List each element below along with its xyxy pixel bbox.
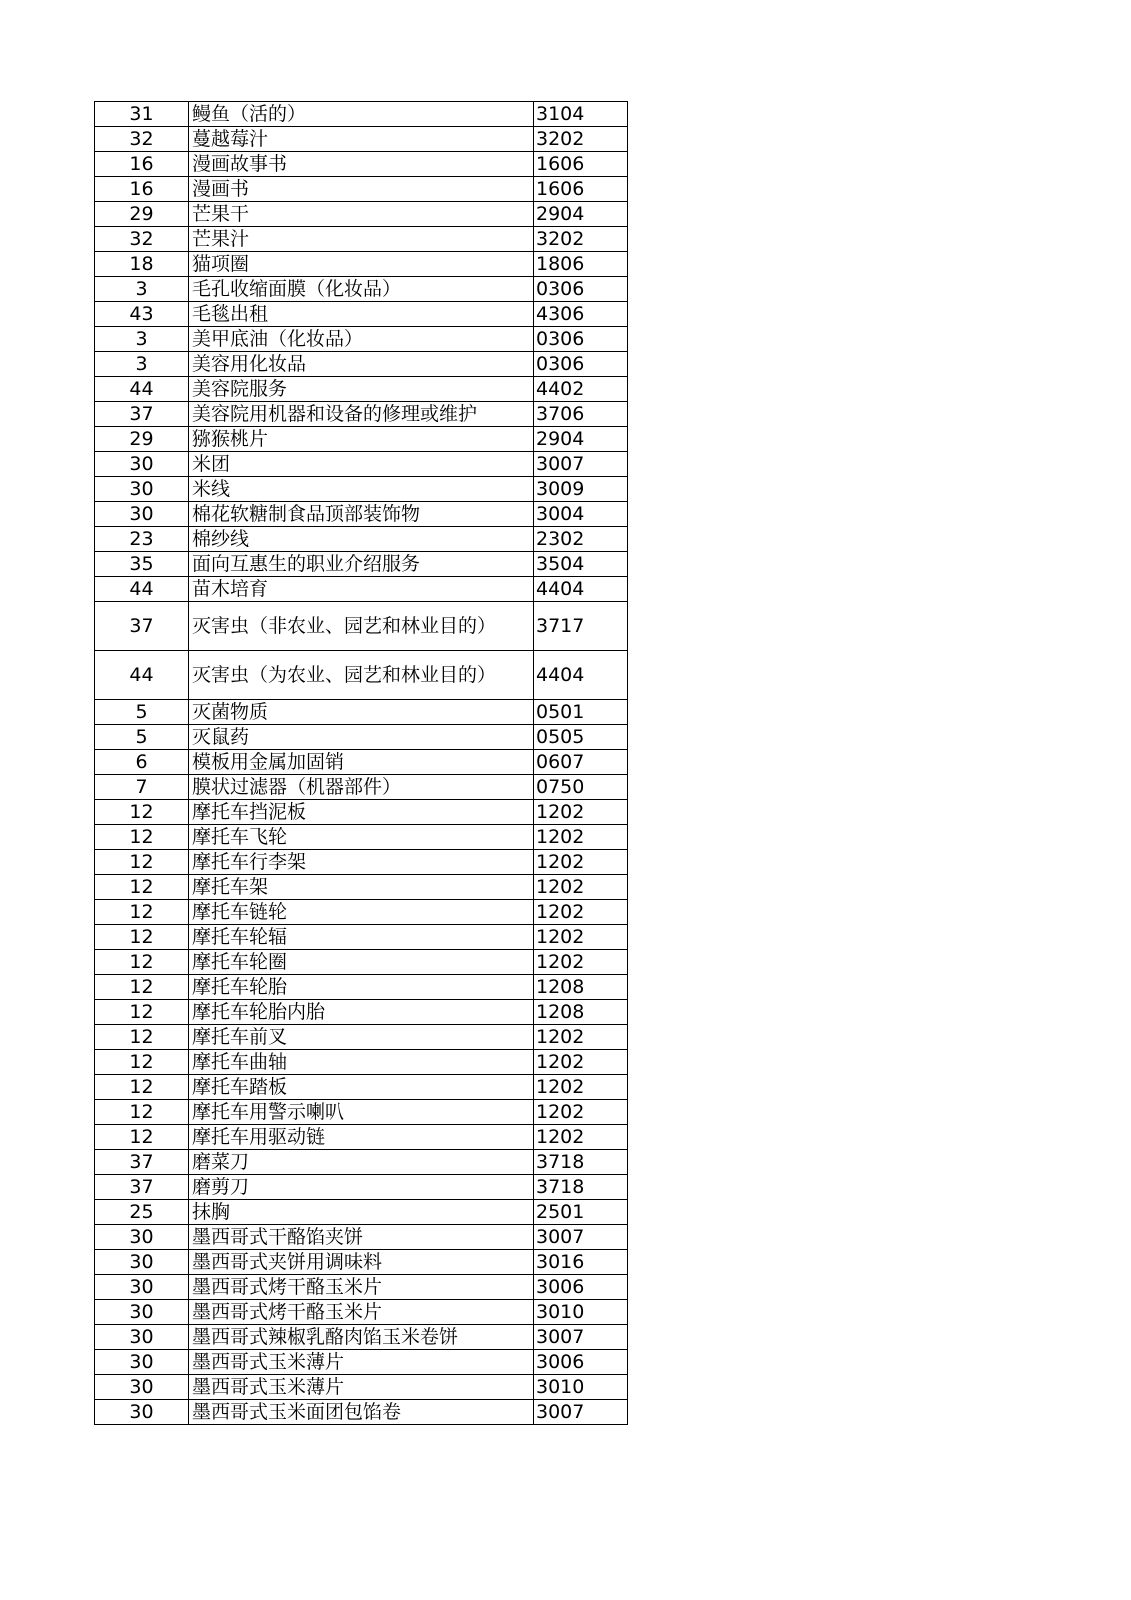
class-number-cell: 44 [95,651,189,700]
group-code-cell: 4402 [534,377,628,402]
class-number-cell: 30 [95,1350,189,1375]
class-number-cell: 16 [95,177,189,202]
table-row [95,252,628,277]
goods-name-cell: 面向互惠生的职业介绍服务 [189,552,534,577]
goods-name-cell: 摩托车前叉 [189,1025,534,1050]
class-number-cell: 12 [95,1050,189,1075]
goods-name-cell: 苗木培育 [189,577,534,602]
group-code-cell: 2501 [534,1200,628,1225]
goods-classification-table [94,101,628,1425]
class-number-cell: 16 [95,152,189,177]
table-row [95,227,628,252]
group-code-cell: 1606 [534,177,628,202]
class-number-cell: 3 [95,352,189,377]
class-number-cell: 30 [95,1375,189,1400]
goods-name-cell: 猕猴桃片 [189,427,534,452]
table-row [95,1000,628,1025]
table-row [95,700,628,725]
group-code-cell: 3007 [534,1400,628,1425]
goods-name-cell: 美容用化妆品 [189,352,534,377]
class-number-cell: 29 [95,427,189,452]
class-number-cell: 3 [95,327,189,352]
class-number-cell: 35 [95,552,189,577]
goods-name-cell: 摩托车架 [189,875,534,900]
table-row [95,552,628,577]
group-code-cell: 3104 [534,102,628,127]
class-number-cell: 12 [95,900,189,925]
goods-name-cell: 芒果干 [189,202,534,227]
table-row [95,1025,628,1050]
class-number-cell: 12 [95,850,189,875]
table-row [95,1300,628,1325]
class-number-cell: 30 [95,1325,189,1350]
group-code-cell: 3718 [534,1175,628,1200]
goods-name-cell: 磨剪刀 [189,1175,534,1200]
class-number-cell: 30 [95,1275,189,1300]
goods-name-cell: 漫画书 [189,177,534,202]
group-code-cell: 1202 [534,1025,628,1050]
goods-name-cell: 摩托车飞轮 [189,825,534,850]
class-number-cell: 30 [95,1400,189,1425]
class-number-cell: 12 [95,1125,189,1150]
goods-name-cell: 美甲底油（化妆品） [189,327,534,352]
goods-name-cell: 墨西哥式辣椒乳酪肉馅玉米卷饼 [189,1325,534,1350]
group-code-cell: 3007 [534,452,628,477]
group-code-cell: 1202 [534,850,628,875]
group-code-cell: 3202 [534,227,628,252]
group-code-cell: 3006 [534,1350,628,1375]
class-number-cell: 37 [95,602,189,651]
group-code-cell: 1606 [534,152,628,177]
table-row [95,1050,628,1075]
class-number-cell: 31 [95,102,189,127]
table-row [95,1325,628,1350]
goods-name-cell: 摩托车用驱动链 [189,1125,534,1150]
table-row [95,127,628,152]
class-number-cell: 30 [95,502,189,527]
group-code-cell: 3009 [534,477,628,502]
table-row [95,277,628,302]
goods-name-cell: 米团 [189,452,534,477]
group-code-cell: 0306 [534,352,628,377]
table-row [95,800,628,825]
table-row [95,850,628,875]
table-row [95,502,628,527]
table-row [95,651,628,700]
group-code-cell: 3718 [534,1150,628,1175]
class-number-cell: 12 [95,1075,189,1100]
group-code-cell: 3202 [534,127,628,152]
table-row [95,577,628,602]
group-code-cell: 3006 [534,1275,628,1300]
table-row [95,1375,628,1400]
goods-name-cell: 摩托车轮辐 [189,925,534,950]
class-number-cell: 44 [95,577,189,602]
table-row [95,1100,628,1125]
group-code-cell: 3007 [534,1225,628,1250]
table-row [95,950,628,975]
group-code-cell: 3504 [534,552,628,577]
goods-name-cell: 墨西哥式玉米薄片 [189,1375,534,1400]
goods-name-cell: 灭菌物质 [189,700,534,725]
table-row [95,925,628,950]
table-row [95,1275,628,1300]
table-row [95,327,628,352]
group-code-cell: 2302 [534,527,628,552]
group-code-cell: 1202 [534,1125,628,1150]
table-row [95,750,628,775]
group-code-cell: 4404 [534,577,628,602]
goods-name-cell: 摩托车行李架 [189,850,534,875]
table-body [95,102,628,1425]
table-row [95,1225,628,1250]
group-code-cell: 1202 [534,1075,628,1100]
group-code-cell: 2904 [534,427,628,452]
group-code-cell: 1202 [534,875,628,900]
goods-name-cell: 毛毯出租 [189,302,534,327]
table-row [95,725,628,750]
group-code-cell: 1202 [534,1050,628,1075]
class-number-cell: 12 [95,925,189,950]
group-code-cell: 3717 [534,602,628,651]
table-row [95,302,628,327]
goods-name-cell: 摩托车链轮 [189,900,534,925]
goods-name-cell: 抹胸 [189,1200,534,1225]
goods-name-cell: 棉纱线 [189,527,534,552]
class-number-cell: 23 [95,527,189,552]
class-number-cell: 5 [95,725,189,750]
table-row [95,377,628,402]
goods-name-cell: 墨西哥式玉米薄片 [189,1350,534,1375]
table-row [95,102,628,127]
group-code-cell: 0505 [534,725,628,750]
table-row [95,1150,628,1175]
group-code-cell: 1202 [534,800,628,825]
group-code-cell: 1806 [534,252,628,277]
group-code-cell: 1208 [534,975,628,1000]
group-code-cell: 1202 [534,825,628,850]
group-code-cell: 1202 [534,950,628,975]
goods-name-cell: 摩托车踏板 [189,1075,534,1100]
table-row [95,427,628,452]
class-number-cell: 44 [95,377,189,402]
group-code-cell: 0306 [534,277,628,302]
table-row [95,975,628,1000]
goods-name-cell: 美容院用机器和设备的修理或维护 [189,402,534,427]
goods-name-cell: 米线 [189,477,534,502]
table-row [95,477,628,502]
goods-name-cell: 摩托车轮胎 [189,975,534,1000]
table-row [95,1250,628,1275]
group-code-cell: 3010 [534,1375,628,1400]
goods-name-cell: 模板用金属加固销 [189,750,534,775]
goods-name-cell: 灭鼠药 [189,725,534,750]
class-number-cell: 12 [95,800,189,825]
table-row [95,875,628,900]
goods-name-cell: 摩托车曲轴 [189,1050,534,1075]
class-number-cell: 37 [95,1175,189,1200]
goods-name-cell: 毛孔收缩面膜（化妆品） [189,277,534,302]
table-row [95,1400,628,1425]
group-code-cell: 1208 [534,1000,628,1025]
table-row [95,452,628,477]
table-row [95,900,628,925]
table-row [95,352,628,377]
group-code-cell: 1202 [534,1100,628,1125]
class-number-cell: 18 [95,252,189,277]
group-code-cell: 3010 [534,1300,628,1325]
table-row [95,775,628,800]
group-code-cell: 0750 [534,775,628,800]
class-number-cell: 37 [95,402,189,427]
group-code-cell: 3016 [534,1250,628,1275]
class-number-cell: 30 [95,452,189,477]
class-number-cell: 30 [95,1250,189,1275]
class-number-cell: 32 [95,227,189,252]
goods-name-cell: 摩托车轮胎内胎 [189,1000,534,1025]
goods-name-cell: 漫画故事书 [189,152,534,177]
class-number-cell: 7 [95,775,189,800]
table-row [95,1125,628,1150]
class-number-cell: 12 [95,1025,189,1050]
class-number-cell: 30 [95,1300,189,1325]
goods-name-cell: 摩托车轮圈 [189,950,534,975]
class-number-cell: 12 [95,975,189,1000]
goods-name-cell: 美容院服务 [189,377,534,402]
class-number-cell: 12 [95,1100,189,1125]
goods-name-cell: 摩托车挡泥板 [189,800,534,825]
group-code-cell: 4306 [534,302,628,327]
group-code-cell: 3004 [534,502,628,527]
table-row [95,152,628,177]
goods-name-cell: 墨西哥式夹饼用调味料 [189,1250,534,1275]
table-row [95,1075,628,1100]
class-number-cell: 12 [95,950,189,975]
class-number-cell: 6 [95,750,189,775]
class-number-cell: 29 [95,202,189,227]
group-code-cell: 2904 [534,202,628,227]
group-code-cell: 3706 [534,402,628,427]
goods-name-cell: 墨西哥式干酪馅夹饼 [189,1225,534,1250]
table-row [95,1175,628,1200]
class-number-cell: 12 [95,825,189,850]
class-number-cell: 12 [95,875,189,900]
group-code-cell: 0306 [534,327,628,352]
goods-name-cell: 猫项圈 [189,252,534,277]
table-row [95,825,628,850]
class-number-cell: 37 [95,1150,189,1175]
table-row [95,527,628,552]
goods-name-cell: 棉花软糖制食品顶部装饰物 [189,502,534,527]
class-number-cell: 25 [95,1200,189,1225]
table-row [95,1350,628,1375]
class-number-cell: 3 [95,277,189,302]
table-row [95,1200,628,1225]
table-row [95,202,628,227]
goods-name-cell: 膜状过滤器（机器部件） [189,775,534,800]
group-code-cell: 4404 [534,651,628,700]
goods-name-cell: 鳗鱼（活的） [189,102,534,127]
group-code-cell: 0501 [534,700,628,725]
group-code-cell: 0607 [534,750,628,775]
goods-name-cell: 墨西哥式烤干酪玉米片 [189,1300,534,1325]
goods-name-cell: 磨菜刀 [189,1150,534,1175]
table-row [95,402,628,427]
class-number-cell: 12 [95,1000,189,1025]
group-code-cell: 3007 [534,1325,628,1350]
goods-name-cell: 墨西哥式烤干酪玉米片 [189,1275,534,1300]
goods-name-cell: 墨西哥式玉米面团包馅卷 [189,1400,534,1425]
table-row [95,177,628,202]
group-code-cell: 1202 [534,925,628,950]
class-number-cell: 43 [95,302,189,327]
goods-name-cell: 蔓越莓汁 [189,127,534,152]
table-row [95,602,628,651]
goods-name-cell: 灭害虫（非农业、园艺和林业目的） [189,602,534,651]
goods-name-cell: 芒果汁 [189,227,534,252]
class-number-cell: 30 [95,477,189,502]
goods-name-cell: 摩托车用警示喇叭 [189,1100,534,1125]
class-number-cell: 30 [95,1225,189,1250]
group-code-cell: 1202 [534,900,628,925]
class-number-cell: 5 [95,700,189,725]
goods-name-cell: 灭害虫（为农业、园艺和林业目的） [189,651,534,700]
class-number-cell: 32 [95,127,189,152]
